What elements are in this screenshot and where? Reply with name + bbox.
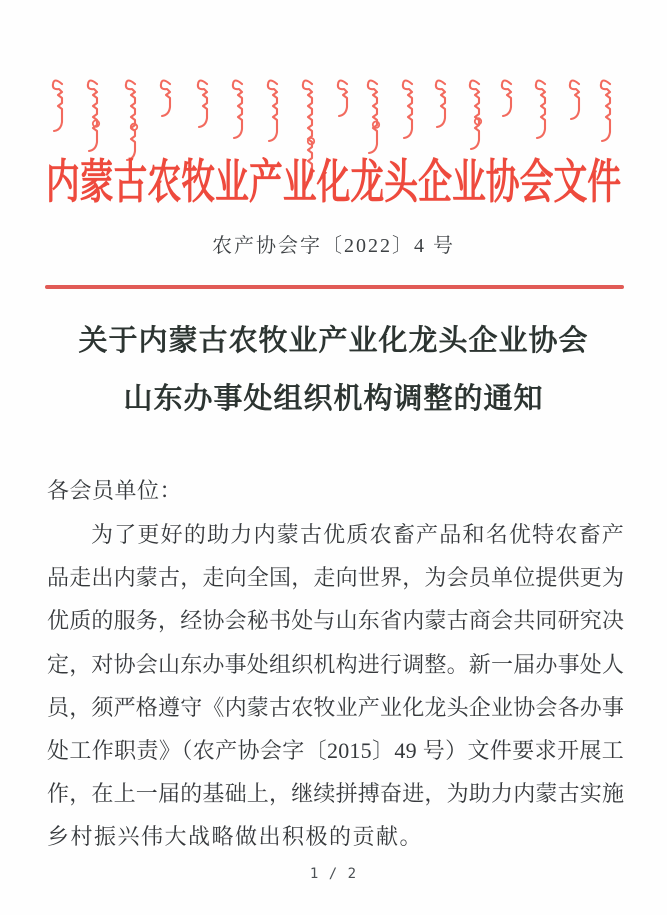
- notice-title: [0, 312, 667, 428]
- org-title-row: [0, 154, 667, 212]
- body-line: 乡村振兴伟大战略做出积极的贡献。: [47, 824, 424, 850]
- org-title: 内蒙古农牧业产业化龙头企业协会文件: [45, 157, 622, 209]
- body-line: 优质的服务，经协会秘书处与山东省内蒙古商会共同研究决: [47, 608, 625, 634]
- page-number: 1 / 2: [309, 866, 358, 882]
- body-line: 处工作职责》（农产协会字〔2015〕49 号）文件要求开展工: [47, 738, 624, 764]
- body-line: 为了更好的助力内蒙古优质农畜产品和名优特农畜产: [91, 522, 624, 547]
- notice-title-line1: 关于内蒙古农牧业产业化龙头企业协会: [78, 325, 589, 357]
- doc-number: 农产协会字〔2022〕4 号: [212, 235, 455, 257]
- body-line: 员，须严格遵守《内蒙古农牧业产业化龙头企业协会各办事: [47, 694, 625, 720]
- notice-title-line2: 山东办事处组织机构调整的通知: [123, 383, 544, 415]
- body-line: 定，对协会山东办事处组织机构进行调整。新一届办事处人: [47, 651, 625, 677]
- body-line: 作，在上一届的基础上，继续拼搏奋进，为助力内蒙古实施: [47, 781, 625, 807]
- body-line: 品走出内蒙古，走向全国，走向世界，为会员单位提供更为: [47, 565, 625, 591]
- document-body: [47, 469, 624, 859]
- salutation: 各会员单位：: [47, 478, 183, 503]
- body-paragraph: [47, 513, 624, 859]
- red-divider-rule: [45, 285, 624, 289]
